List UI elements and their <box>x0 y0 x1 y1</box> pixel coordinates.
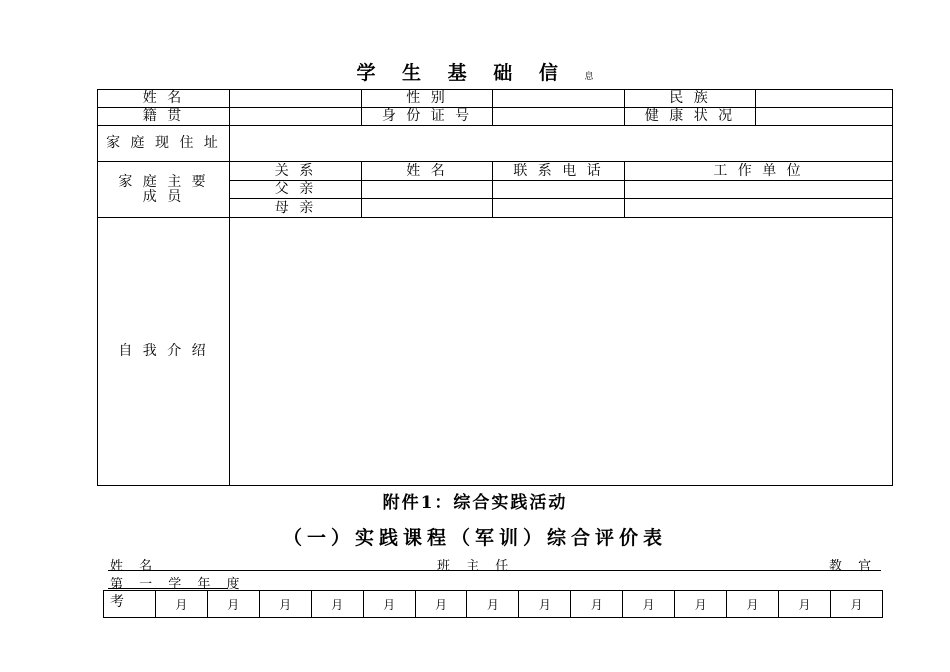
month-cell[interactable]: 月 <box>311 591 363 618</box>
month-cell[interactable]: 月 <box>675 591 727 618</box>
month-cell[interactable]: 月 <box>778 591 830 618</box>
label-native-place: 籍 贯 <box>98 108 230 126</box>
mother-workplace[interactable] <box>625 199 893 218</box>
eval-label-year: 第 一 学 年 度 <box>110 577 246 592</box>
header-relation: 关 系 <box>230 162 362 181</box>
student-info-title <box>0 58 950 85</box>
underline-1 <box>108 570 881 571</box>
month-cell[interactable]: 月 <box>727 591 779 618</box>
month-cell[interactable]: 月 <box>571 591 623 618</box>
eval-first-cell: 考 <box>104 591 156 618</box>
value-self-intro[interactable] <box>230 218 893 486</box>
month-cell[interactable]: 月 <box>207 591 259 618</box>
label-health: 健 康 状 况 <box>625 108 756 126</box>
header-phone: 联 系 电 话 <box>493 162 625 181</box>
title-main: 学 生 基 础 信 <box>356 62 568 84</box>
label-gender: 性 别 <box>362 90 493 108</box>
value-native-place[interactable] <box>230 108 362 126</box>
value-ethnicity[interactable] <box>756 90 893 108</box>
father-workplace[interactable] <box>625 181 893 199</box>
eval-label-name: 姓 名 <box>110 559 159 574</box>
month-cell[interactable]: 月 <box>830 591 882 618</box>
relation-father: 父 亲 <box>230 181 362 199</box>
mother-phone[interactable] <box>493 199 625 218</box>
father-name[interactable] <box>362 181 493 199</box>
month-cell[interactable]: 月 <box>155 591 207 618</box>
student-info-table <box>97 89 893 486</box>
month-cell[interactable]: 月 <box>415 591 467 618</box>
month-cell[interactable]: 月 <box>467 591 519 618</box>
header-workplace: 工 作 单 位 <box>625 162 893 181</box>
eval-table-title: （一）实践课程（军训）综合评价表 <box>282 527 667 549</box>
label-ethnicity: 民 族 <box>625 90 756 108</box>
eval-label-head-teacher: 班 主 任 <box>437 559 515 574</box>
value-health[interactable] <box>756 108 893 126</box>
label-id-number: 身 份 证 号 <box>362 108 493 126</box>
value-gender[interactable] <box>493 90 625 108</box>
appendix-title: 附件1：综合实践活动 <box>382 493 568 513</box>
header-member-name: 姓 名 <box>362 162 493 181</box>
underline-2 <box>108 588 228 589</box>
eval-month-table <box>103 590 883 618</box>
month-cell[interactable]: 月 <box>623 591 675 618</box>
eval-label-instructor: 教 官 <box>829 559 878 574</box>
value-id-number[interactable] <box>493 108 625 126</box>
value-address[interactable] <box>230 126 893 162</box>
month-cell[interactable]: 月 <box>363 591 415 618</box>
mother-name[interactable] <box>362 199 493 218</box>
label-self-intro: 自 我 介 绍 <box>98 218 230 486</box>
father-phone[interactable] <box>493 181 625 199</box>
value-name[interactable] <box>230 90 362 108</box>
label-family: 家 庭 主 要 成 员 <box>98 162 230 218</box>
relation-mother: 母 亲 <box>230 199 362 218</box>
label-name: 姓 名 <box>98 90 230 108</box>
label-address: 家 庭 现 住 址 <box>98 126 230 162</box>
title-tail: 息 <box>584 72 594 82</box>
month-cell[interactable]: 月 <box>519 591 571 618</box>
month-cell[interactable]: 月 <box>259 591 311 618</box>
